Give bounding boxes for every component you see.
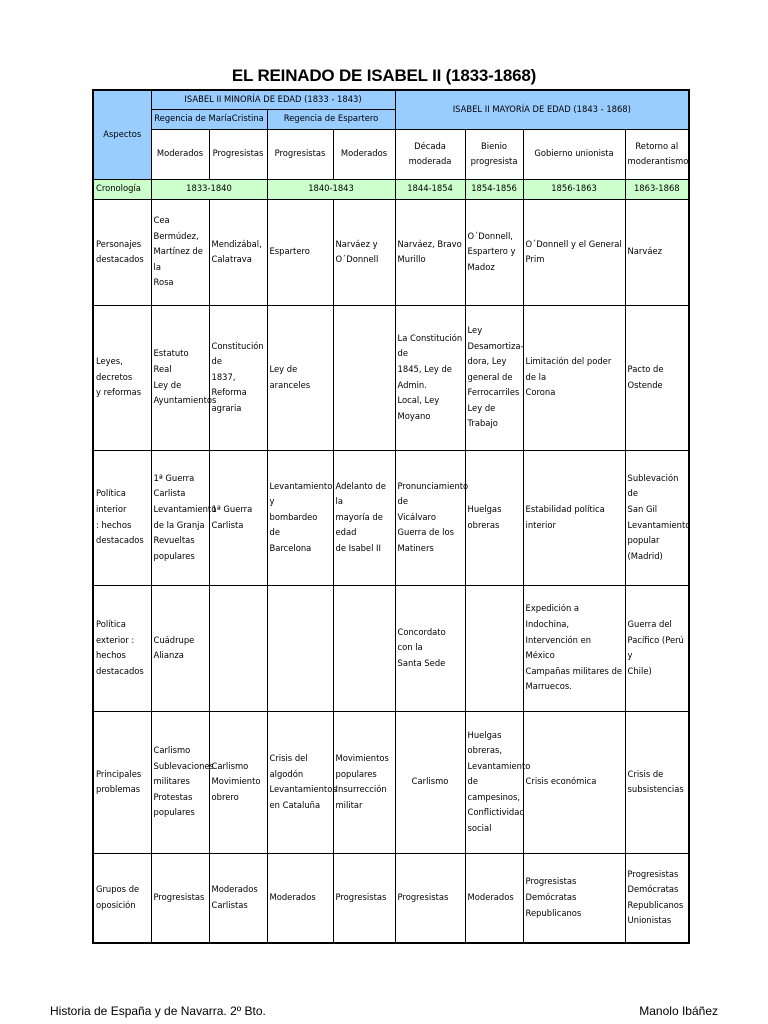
table-cell: Progresistas [333, 853, 395, 943]
table-cell [333, 305, 395, 450]
cronologia-value: 1856-1863 [523, 179, 625, 199]
table-row [93, 585, 689, 711]
table-cell: Adelanto de la mayoría de edad de Isabel II [333, 450, 395, 585]
table-row [93, 853, 689, 943]
mayoria-header: ISABEL II MAYORÍA DE EDAD (1843 - 1868) [395, 90, 689, 129]
regencia-espartero-header: Regencia de Espartero [267, 109, 395, 129]
table-cell: Levantamiento y bombardeo de Barcelona [267, 450, 333, 585]
page-title: EL REINADO DE ISABEL II (1833-1868) [231, 66, 537, 85]
table-cell: Sublevación de San Gil Levantamiento popular (Madrid) [625, 450, 689, 585]
table-cell: Cea Bermúdez, Martínez de la Rosa [151, 199, 209, 305]
table-cell: Progresistas Demócratas Republicanos Unionistas [625, 853, 689, 943]
row-label-problemas: Principales problemas [93, 711, 151, 853]
table-cell: Limitación del poder de la Corona [523, 305, 625, 450]
col-header-progresistas-2: Progresistas [267, 129, 333, 179]
col-header-moderados: Moderados [151, 129, 209, 179]
table-cell [209, 585, 267, 711]
table-cell: Progresistas [395, 853, 465, 943]
table-cell [333, 585, 395, 711]
table-cell: Mendizábal, Calatrava [209, 199, 267, 305]
table-cell: O´Donnell y el General Prim [523, 199, 625, 305]
footer-author: Manolo Ibáñez [639, 1004, 718, 1018]
table-cell: Narváez, Bravo Murillo [395, 199, 465, 305]
table-cell: Huelgas obreras, Levantamiento de campesinos, Conflictividad social [465, 711, 523, 853]
cronologia-value: 1854-1856 [465, 179, 523, 199]
cronologia-value: 1863-1868 [625, 179, 689, 199]
col-header-bienio-progresista: Bienio progresista [465, 129, 523, 179]
aspectos-header: Aspectos [93, 90, 151, 179]
table-cell [465, 585, 523, 711]
table-cell: Pronunciamiento de Vicálvaro Guerra de los Matiners [395, 450, 465, 585]
table-cell: Narváez [625, 199, 689, 305]
table-cell: Carlismo Movimiento obrero [209, 711, 267, 853]
table-cell: 1ª Guerra Carlista [209, 450, 267, 585]
row-label-leyes: Leyes, decretos y reformas [93, 305, 151, 450]
regencia-maria-header: Regencia de MaríaCristina [151, 109, 267, 129]
col-header-progresistas: Progresistas [209, 129, 267, 179]
table-cell: Narváez y O´Donnell [333, 199, 395, 305]
table-cell: Pacto de Ostende [625, 305, 689, 450]
table-row [93, 711, 689, 853]
table-cell: 1ª Guerra Carlista Levantamiento de la Granja Revueltas populares [151, 450, 209, 585]
table-cell: Crisis del algodón Levantamientos en Cataluña [267, 711, 333, 853]
table-cell: Crisis económica [523, 711, 625, 853]
footer-course: Historia de España y de Navarra. 2º Bto. [50, 1004, 266, 1018]
table-cell: Cuádrupe Alianza [151, 585, 209, 711]
table-cell: Ley Desamortiza- dora, Ley general de Ferrocarriles Ley de Trabajo [465, 305, 523, 450]
table-cell: Huelgas obreras [465, 450, 523, 585]
col-header-decada-moderada: Década moderada [395, 129, 465, 179]
col-header-moderados-2: Moderados [333, 129, 395, 179]
table-row [93, 305, 689, 450]
minoria-header: ISABEL II MINORÍA DE EDAD (1833 - 1843) [151, 90, 395, 109]
table-cell: Crisis de subsistencias [625, 711, 689, 853]
table-cell: La Constitución de 1845, Ley de Admin. Local, Ley Moyano [395, 305, 465, 450]
table-cell: Moderados Carlistas [209, 853, 267, 943]
col-header-gobierno-unionista: Gobierno unionista [523, 129, 625, 179]
table-cell: Espartero [267, 199, 333, 305]
table-cell: Constitución de 1837, Reforma agraria [209, 305, 267, 450]
cronologia-value: 1844-1854 [395, 179, 465, 199]
table-cell: Progresistas [151, 853, 209, 943]
reinado-table [92, 89, 690, 944]
table-row [93, 450, 689, 585]
table-cell: Carlismo Sublevaciones militares Protestas populares [151, 711, 209, 853]
table-cell: Carlismo [395, 711, 465, 853]
table-cell: Progresistas Demócratas Republicanos [523, 853, 625, 943]
table-row [93, 199, 689, 305]
row-label-politica-exterior: Política exterior : hechos destacados [93, 585, 151, 711]
row-label-personajes: Personajes destacados [93, 199, 151, 305]
table-cell: Estatuto Real Ley de Ayuntamientos [151, 305, 209, 450]
row-label-politica-interior: Política interior : hechos destacados [93, 450, 151, 585]
row-label-grupos-oposicion: Grupos de oposición [93, 853, 151, 943]
table-cell: Concordato con la Santa Sede [395, 585, 465, 711]
table-cell [267, 585, 333, 711]
table-cell: Moderados [267, 853, 333, 943]
table-cell: Ley de aranceles [267, 305, 333, 450]
cronologia-value: 1840-1843 [267, 179, 395, 199]
table-cell: Guerra del Pacífico (Perú y Chile) [625, 585, 689, 711]
cronologia-label: Cronología [93, 179, 151, 199]
table-cell: O´Donnell, Espartero y Madoz [465, 199, 523, 305]
col-header-retorno-moderantismo: Retorno al moderantismo [625, 129, 689, 179]
cronologia-value: 1833-1840 [151, 179, 267, 199]
table-cell: Estabilidad política interior [523, 450, 625, 585]
table-cell: Movimientos populares Insurrección militar [333, 711, 395, 853]
table-cell: Moderados [465, 853, 523, 943]
table-cell: Expedición a Indochina, Intervención en México Campañas militares de Marruecos. [523, 585, 625, 711]
